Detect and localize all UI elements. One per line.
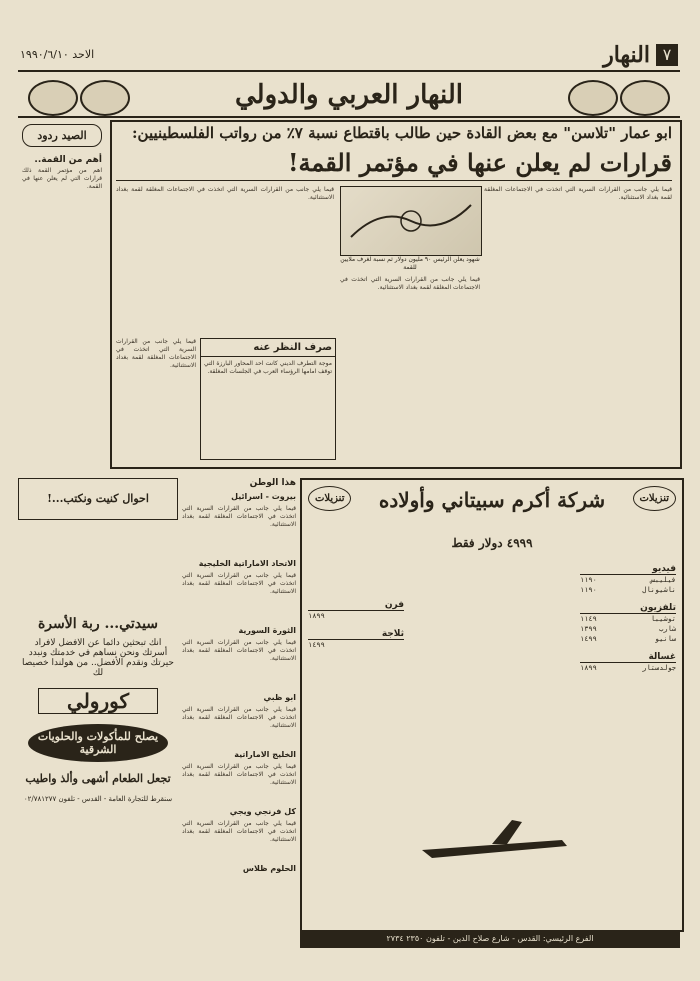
press-item: الاتحاد الاماراتية الخليجية	[198, 559, 296, 568]
handshake-illustration	[341, 187, 481, 255]
press-item-text: قيما يلي جانب من القرارات السرية التي اتخذت في الاجتماعات المغلقة لقمة بغداد الاستثنائية.	[182, 763, 296, 786]
ad-slogan: تجعل الطعام أشهى وألذ واطيب	[25, 772, 171, 785]
globe-icon	[620, 80, 670, 116]
sub-story-title: صرف النظر عنه	[201, 339, 335, 357]
offer-price: ٤٩٩٩ دولار فقط	[451, 536, 533, 550]
price-row	[580, 575, 676, 585]
appliance-store-ad	[300, 478, 684, 932]
price: ١٤٩٩	[580, 635, 597, 643]
sub-story-box	[200, 338, 336, 460]
press-item-text: قيما يلي جانب من القرارات السرية التي اتخذت في الاجتماعات المغلقة لقمة بغداد الاستثنائية.	[182, 639, 296, 662]
price: ١٨٩٩	[580, 664, 597, 672]
story-column	[340, 276, 480, 456]
korolli-ad	[18, 478, 178, 928]
globe-icon	[80, 80, 130, 116]
airplane-icon	[412, 810, 572, 880]
price: ١١٤٩	[580, 615, 597, 623]
column-logo: الصيد ردود	[22, 124, 102, 147]
price-row	[580, 614, 676, 624]
category-label: غسالة	[580, 652, 676, 663]
story-column	[484, 186, 672, 456]
price-row	[308, 640, 404, 650]
newspaper-brand: النهار	[603, 42, 650, 68]
column-text: اهم من مؤتمر القمة ذلك قرارات التي لم يعلن عنها في القمة.	[22, 167, 102, 190]
category-label: فرن	[308, 600, 404, 611]
story-text: قيما يلي جانب من القرارات السرية التي اتخذت في الاجتماعات المغلقة لقمة بغداد الاستثنائية.	[116, 186, 334, 201]
story-text: قيما يلي جانب من القرارات السرية التي اتخذت في الاجتماعات المغلقة لقمة بغداد الاستثنائية.	[116, 338, 196, 369]
press-review-column	[182, 478, 296, 928]
price-row	[580, 634, 676, 644]
price-row	[580, 585, 676, 595]
column-heading: أهم من القمة..	[34, 155, 102, 165]
press-item: الثورة السورية	[238, 626, 296, 635]
item: فيليبس	[650, 576, 676, 584]
photo-caption: شهود يعلن الرئيس ٩٠ مليون دولار ثم نسبة لغرف ملايين للقمة	[340, 256, 480, 271]
press-item: بيروت - اسرائيل	[231, 492, 296, 501]
store-name: شركة أكرم سبيتاني وأولاده	[378, 488, 606, 512]
masthead	[18, 42, 680, 72]
press-item-text: قيما يلي جانب من القرارات السرية التي اتخذت في الاجتماعات المغلقة لقمة بغداد الاستثنائية.	[182, 572, 296, 595]
item: توشيبا	[650, 615, 676, 623]
globe-icon	[568, 80, 618, 116]
item: جولدستار	[642, 664, 676, 672]
section-title: النهار العربي والدولي	[235, 80, 463, 110]
story-column	[116, 186, 334, 336]
globe-icon	[28, 80, 78, 116]
divider	[116, 180, 672, 181]
price-row	[580, 624, 676, 634]
story-text: قيما يلي جانب من القرارات السرية التي اتخذت في الاجتماعات المغلقة لقمة بغداد الاستثنائية.	[484, 186, 672, 201]
press-item: الخليج الاماراتية	[234, 750, 296, 759]
press-item-text: قيما يلي جانب من القرارات السرية التي اتخذت في الاجتماعات المغلقة لقمة بغداد الاستثنائية.	[182, 820, 296, 843]
category-label: ثلاجة	[308, 629, 404, 640]
story-headline: قرارات لم يعلن عنها في مؤتمر القمة!	[288, 148, 672, 177]
opinion-sidebar	[18, 120, 106, 465]
price: ١١٩٠	[580, 586, 597, 594]
ad-banner: احوال كنيت ونكتب...!	[18, 478, 178, 520]
ad-headline: سيدتي... ربة الأسرة	[37, 616, 159, 632]
story-column	[116, 338, 196, 458]
ad-body: انك تبحثين دائما عن الافضل لافراد أسرتك ونحن نساهم في خدمتك ونبدد حيرتك ونقدم الأفضل.. من هولندا خصيصا لك	[22, 638, 174, 678]
price: ١٣٩٩	[580, 625, 597, 633]
sale-badge: تنزيلات	[308, 486, 351, 511]
press-item: كل فرنجي ويجي	[229, 807, 296, 816]
sale-badge: تنزيلات	[633, 486, 676, 511]
section-header	[18, 76, 680, 118]
price-list	[308, 600, 404, 650]
category-label: فيديو	[580, 564, 676, 575]
item: شارب	[659, 625, 676, 633]
category-label: تلفزيون	[580, 603, 676, 614]
ad-contact: سنقرط للتجارة العامة - القدس - تلفون ٠٢/٧٨١٢٧٧	[23, 795, 173, 803]
price-row	[580, 663, 676, 673]
ad-footer: الفرع الرئيسي: القدس - شارع صلاح الدين - تلفون ٢٣٥٠ ٢٧٣٤	[300, 930, 680, 948]
press-item-text: قيما يلي جانب من القرارات السرية التي اتخذت في الاجتماعات المغلقة لقمة بغداد الاستثنائية.	[182, 706, 296, 729]
price-row	[308, 611, 404, 621]
price: ١٤٩٩	[308, 641, 325, 649]
ad-tagline: يصلح للمأكولات والحلويات الشرقية	[28, 724, 168, 762]
story-text: قيما يلي جانب من القرارات السرية التي اتخذت في الاجتماعات المغلقة لقمة بغداد الاستثنائية.	[340, 276, 480, 291]
middle-section-label: هذا الوطن	[249, 478, 296, 488]
price-list	[580, 564, 676, 673]
press-item: الحلوم ظلاس	[242, 864, 296, 873]
press-item: ابو ظبي	[263, 693, 296, 702]
press-item-text: قيما يلي جانب من القرارات السرية التي اتخذت في الاجتماعات المغلقة لقمة بغداد الاستثنائية.	[182, 505, 296, 528]
price: ١٨٩٩	[308, 612, 325, 620]
price: ١١٩٠	[580, 576, 597, 584]
sub-story-text: موجة التطرف الديني كانت احد المحاور البارزة التي توقف امامها الرؤساء العرب في الجلسات المغلقة.	[204, 360, 332, 375]
product-logo: كورولي	[38, 688, 158, 714]
issue-date: الاحد ١٩٩٠/٦/١٠	[20, 48, 95, 61]
item: سانيو	[654, 635, 676, 643]
story-kicker: ابو عمار "تلاسن" مع بعض القادة حين طالب باقتطاع نسبة ٧٪ من رواتب الفلسطينيين:	[132, 124, 672, 142]
item: ناشيونال	[642, 586, 676, 594]
page-number: ٧	[656, 44, 678, 66]
story-photo	[340, 186, 482, 256]
